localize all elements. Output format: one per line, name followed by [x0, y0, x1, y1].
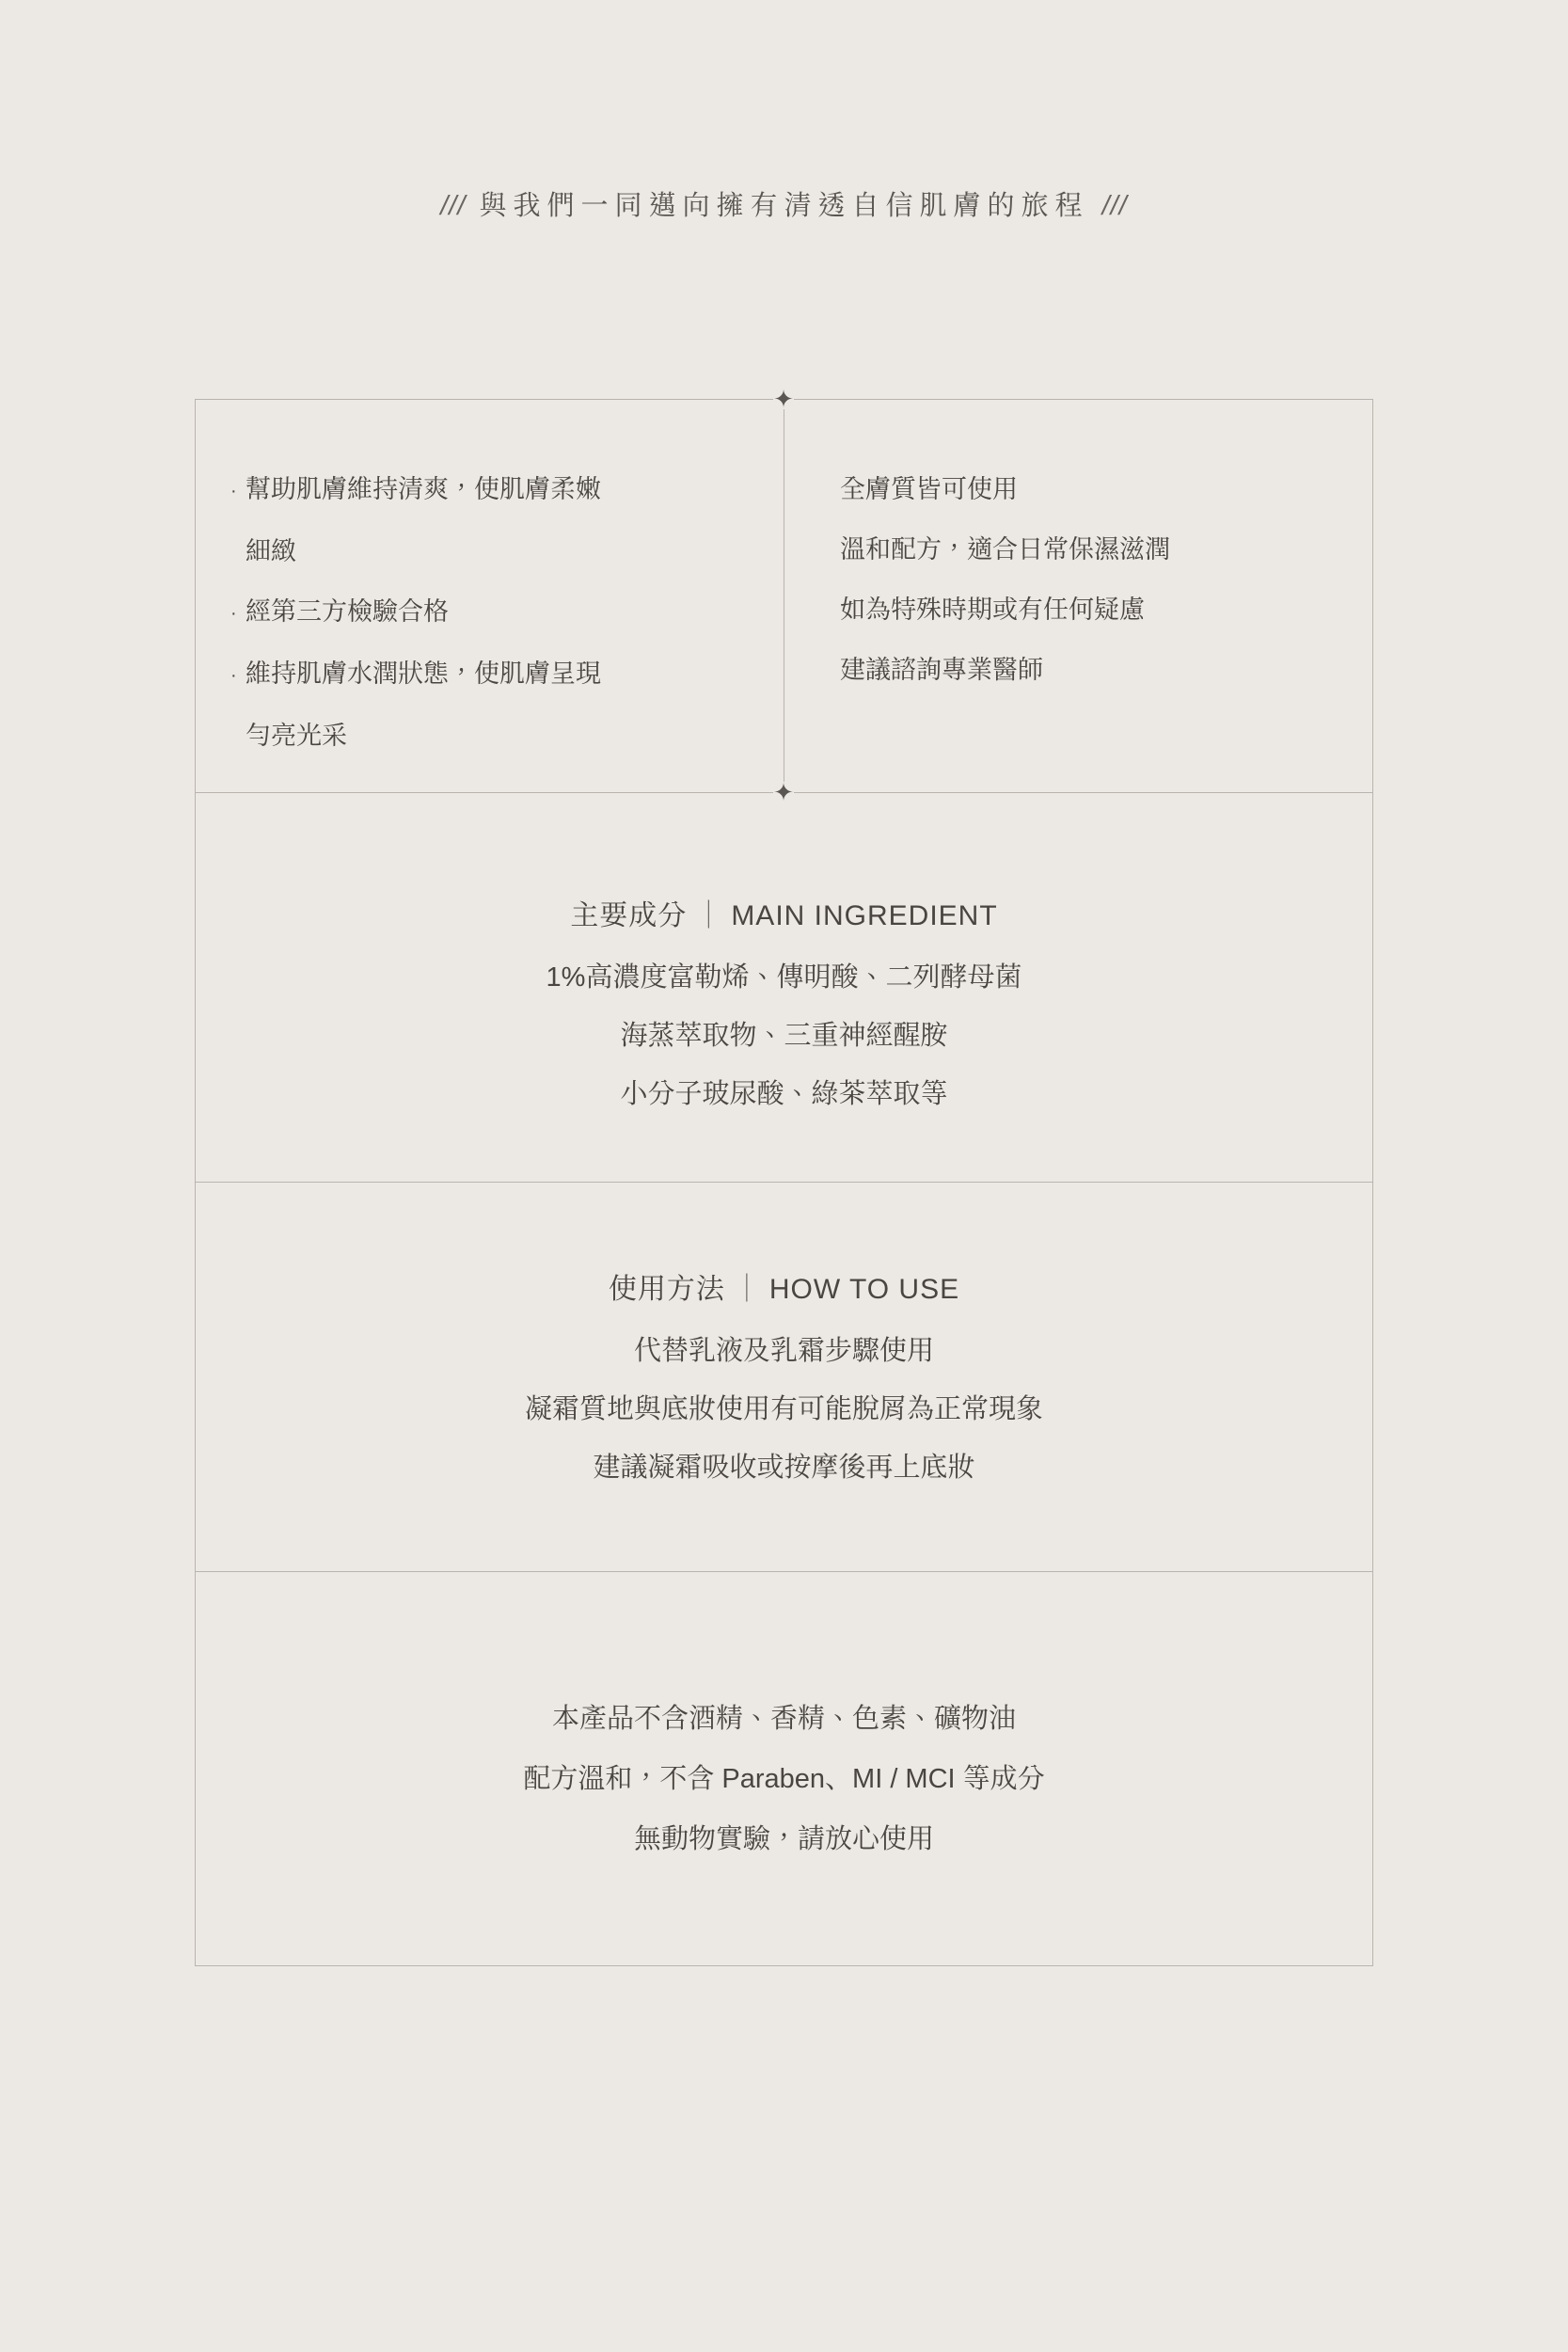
ingredient-line: 海蒸萃取物、三重神經醒胺: [620, 1021, 948, 1051]
benefit-note: 全膚質皆可使用: [840, 475, 1018, 503]
how-to-use-title: [195, 1265, 1373, 1307]
headline-left-mark: ///: [440, 191, 467, 221]
title-separator: ｜: [694, 900, 724, 931]
main-ingredient-title: [195, 892, 1373, 933]
benefit-item: [230, 581, 757, 644]
bullet-dot-icon: ·: [230, 602, 237, 624]
benefit-text: 幫助肌膚維持清爽，使肌膚柔嫩: [245, 475, 601, 503]
main-ingredient-title-zh: 主要成分: [570, 900, 688, 931]
benefit-note: 如為特殊時期或有任何疑慮: [840, 596, 1145, 624]
benefit-item-continuation: 勻亮光采: [245, 721, 347, 750]
benefit-item: [230, 644, 757, 706]
ingredient-line: 小分子玻尿酸、綠茶萃取等: [620, 1079, 948, 1109]
notice-line: 本產品不含酒精、香精、色素、礦物油: [551, 1704, 1016, 1734]
title-separator: ｜: [732, 1274, 762, 1305]
howto-line: 凝霜質地與底妝使用有可能脫屑為正常現象: [524, 1394, 1043, 1424]
diamond-ornament-bottom: ✦: [773, 778, 794, 806]
how-to-use-section: [195, 1265, 1373, 1497]
how-to-use-title-zh: 使用方法: [608, 1274, 725, 1305]
bullet-dot-icon: ·: [230, 480, 237, 501]
headline-right-mark: ///: [1101, 191, 1128, 221]
notice-line: 無動物實驗，請放心使用: [633, 1824, 934, 1854]
howto-line: 建議凝霜吸收或按摩後再上底妝: [593, 1453, 975, 1483]
benefit-text: 維持肌膚水潤狀態，使肌膚呈現: [245, 659, 601, 688]
bullet-dot-icon: ·: [230, 664, 237, 686]
benefit-text: 經第三方檢驗合格: [245, 596, 449, 626]
page-headline: [0, 184, 1568, 223]
notice-section: [195, 1689, 1373, 1869]
benefits-left-column: [230, 459, 757, 766]
main-ingredient-title-en: MAIN INGREDIENT: [731, 900, 998, 931]
diamond-ornament-top: ✦: [773, 385, 794, 413]
notice-line: 配方溫和，不含 Paraben、MI / MCI 等成分: [523, 1764, 1045, 1794]
how-to-use-title-en: HOW TO USE: [768, 1274, 960, 1305]
main-ingredient-section: [195, 892, 1373, 1123]
benefit-item-continuation: 細緻: [245, 536, 296, 565]
headline-text: 與我們一同邁向擁有清透自信肌膚的旅程: [479, 191, 1089, 221]
howto-line: 代替乳液及乳霜步驟使用: [633, 1336, 934, 1366]
benefits-right-column: [840, 459, 1367, 700]
ingredient-line: 1%高濃度富勒烯、傳明酸、二列酵母菌: [546, 962, 1022, 993]
benefit-item: [230, 459, 757, 521]
benefit-note: 溫和配方，適合日常保濕滋潤: [840, 535, 1170, 564]
benefit-note: 建議諮詢專業醫師: [840, 656, 1043, 684]
